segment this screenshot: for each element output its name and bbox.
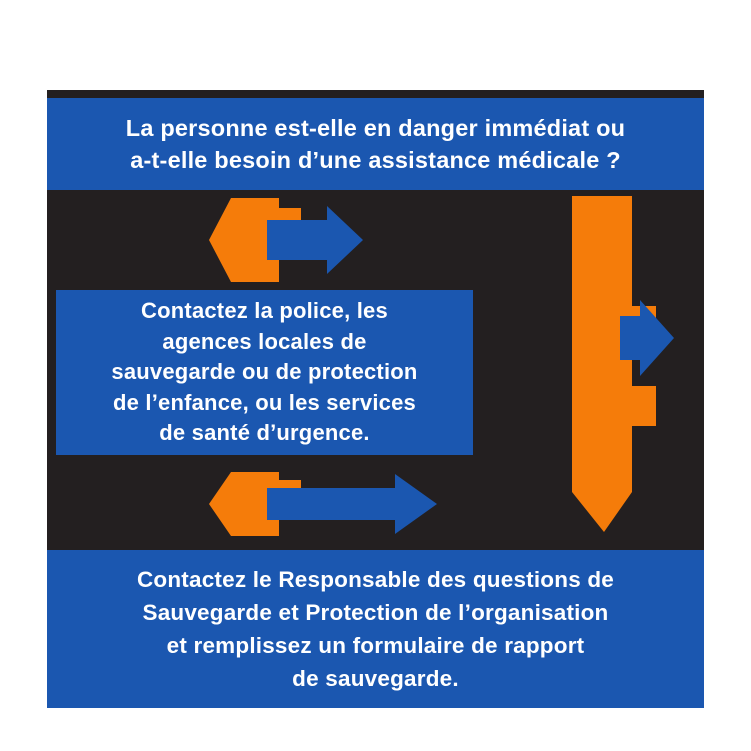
- emergency-panel-line-4: de l’enfance, ou les services: [113, 389, 416, 415]
- arrow-down-then-right-long-icon: [205, 472, 445, 536]
- report-panel-line-2: Sauvegarde et Protection de l’organisation: [142, 600, 609, 625]
- arrow-down-bracket-right-icon: [528, 196, 678, 532]
- question-panel: [47, 98, 704, 190]
- emergency-panel-line-3: sauvegarde ou de protection: [111, 359, 418, 385]
- report-panel-line-1: Contactez le Responsable des questions de: [136, 567, 615, 592]
- emergency-panel-line-5: de santé d’urgence.: [159, 420, 370, 446]
- report-panel-line-3: et remplissez un formulaire de rapport: [166, 633, 585, 658]
- emergency-panel-line-1: Contactez la police, les: [141, 298, 388, 324]
- question-panel-line-2: a-t-elle besoin d’une assistance médicale ?: [130, 147, 621, 173]
- emergency-panel-line-2: agences locales de: [162, 328, 367, 354]
- arrow-down-then-right-icon: [205, 198, 395, 282]
- emergency-contact-panel: [56, 290, 473, 455]
- report-panel: [47, 550, 704, 708]
- report-panel-line-4: de sauvegarde.: [292, 666, 459, 691]
- question-panel-line-1: La personne est-elle en danger immédiat ou: [125, 115, 626, 141]
